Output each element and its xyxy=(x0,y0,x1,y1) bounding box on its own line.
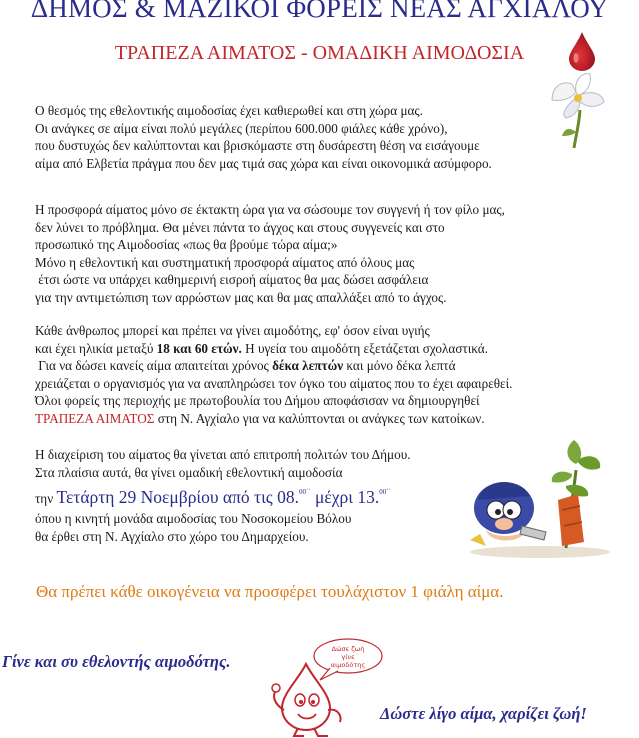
volunteer-slogan: Γίνε και συ εθελοντής αιμοδότης. xyxy=(2,652,231,671)
event-date: Τετάρτη 29 Νοεμβρίου από τις 08. xyxy=(56,487,299,507)
text-span: και μόνο δέκα λεπτά xyxy=(343,358,456,373)
text-line: Στα πλαίσια αυτά, θα γίνει ομαδική εθελοντική αιμοδοσία xyxy=(35,464,343,480)
text-line: όπου η κινητή μονάδα αιμοδοσίας του Νοσοκομείου Βόλου xyxy=(35,511,352,526)
blood-drop-mascot-icon xyxy=(268,660,350,738)
text-line xyxy=(35,410,512,428)
event-paragraph xyxy=(35,446,411,545)
bubble-line: Δώσε ζωή xyxy=(331,645,365,653)
text-line: Η προσφορά αίματος μόνο σε έκτακτη ώρα για να σώσουμε τον συγγενή ή τον φίλο μας, xyxy=(35,202,505,217)
bubble-line: αιμοδότης xyxy=(330,661,366,669)
text-line xyxy=(35,357,512,375)
text-line: Κάθε άνθρωπος μπορεί και πρέπει να γίνει αιμοδότης, εφ' όσον είναι υγιής xyxy=(35,323,430,338)
donor-paragraph xyxy=(35,322,512,427)
text-line xyxy=(35,340,512,358)
text-line: χρειάζεται ο οργανισμός για να αναπληρώσει τον όγκο του αίματος που το έχει αφαιρεθεί. xyxy=(35,375,513,391)
time-superscript: 00΄΄ xyxy=(298,488,311,496)
text-line: δεν λύνει το πρόβλημα. Θα μένει πάντα το άγχος και στους συγγενείς και στο xyxy=(35,219,445,235)
text-line: Όλοι φορείς της περιοχής με πρωτοβουλία του Δήμου αποφάσισαν να δημιουργηθεί xyxy=(35,393,480,408)
intro-paragraph xyxy=(35,102,492,172)
page-subtitle: ΤΡΑΠΕΖΑ ΑΙΜΑΤΟΣ - ΟΜΑΔΙΚΗ ΑΙΜΟΔΟΣΙΑ xyxy=(114,42,525,64)
text-span: την xyxy=(35,491,57,506)
text-line: που δυστυχώς δεν καλύπτονται και βρισκόμαστε στη δυσάρεστη θέση να εισάγουμε xyxy=(35,138,480,153)
text-line: Ο θεσμός της εθελοντικής αιμοδοσίας έχει καθιερωθεί και στη χώρα μας. xyxy=(35,103,423,118)
donation-slogan: Δώστε λίγο αίμα, χαρίζει ζωή! xyxy=(380,704,587,723)
text-line: για την αντιμετώπιση των αρρώστων μας και θα μας απαλλάξει από το άγχος. xyxy=(35,289,447,305)
text-line: Η διαχείριση του αίματος θα γίνεται από επιτροπή πολιτών του Δήμου. xyxy=(35,447,411,462)
text-line: αίμα από Ελβετία πράγμα που δεν μας τιμά σας χώρα και είναι οικονομικά ασύμφορο. xyxy=(35,155,492,171)
text-span: στη Ν. Αγχίαλο για να καλύπτονται οι ανάγκες των κατοίκων. xyxy=(154,410,485,426)
duration: δέκα λεπτών xyxy=(272,358,344,373)
text-line: Μόνο η εθελοντική και συστηματική προσφορά αίματος από όλους μας xyxy=(35,254,415,270)
event-end-time: μέχρι 13. xyxy=(310,487,380,507)
cartoon-figure-icon xyxy=(466,430,614,560)
appeal-text: Θα πρέπει κάθε οικογένεια να προσφέρει τουλάχιστον 1 φιάλη αίμα. xyxy=(36,582,504,601)
blood-drop-icon xyxy=(565,30,599,72)
text-line: θα έρθει στη Ν. Αγχίαλο στο χώρο του Δημαρχείου. xyxy=(35,528,309,544)
flower-icon xyxy=(546,70,608,150)
page-title: ΔΗΜΟΣ & ΜΑΖΙΚΟΙ ΦΟΡΕΙΣ ΝΕΑΣ ΑΓΧΙΑΛΟΥ xyxy=(30,0,609,23)
text-line: προσωπικό της Αιμοδοσίας «πως θα βρούμε τώρα αίμα;» xyxy=(35,237,338,252)
problem-paragraph xyxy=(35,201,505,306)
text-span: και έχει ηλικία μεταξύ xyxy=(35,340,157,356)
text-span: Για να δώσει κανείς αίμα απαιτείται χρόνος xyxy=(35,358,273,373)
text-line: έτσι ώστε να υπάρχει καθημερινή εισροή αίματος θα μας δώσει ασφάλεια xyxy=(35,272,429,287)
text-line: Οι ανάγκες σε αίμα είναι πολύ μεγάλες (περίπου 600.000 φιάλες κάθε χρόνο), xyxy=(35,120,448,136)
text-span: Η υγεία του αιμοδότη εξετάζεται σχολαστικά. xyxy=(241,340,489,356)
bubble-line: γίνε xyxy=(341,653,355,661)
time-superscript: 00΄΄ xyxy=(379,488,391,496)
blood-bank-label: ΤΡΑΠΕΖΑ ΑΙΜΑΤΟΣ xyxy=(35,410,155,426)
age-range: 18 και 60 ετών. xyxy=(156,340,242,356)
event-date-line xyxy=(35,481,411,510)
